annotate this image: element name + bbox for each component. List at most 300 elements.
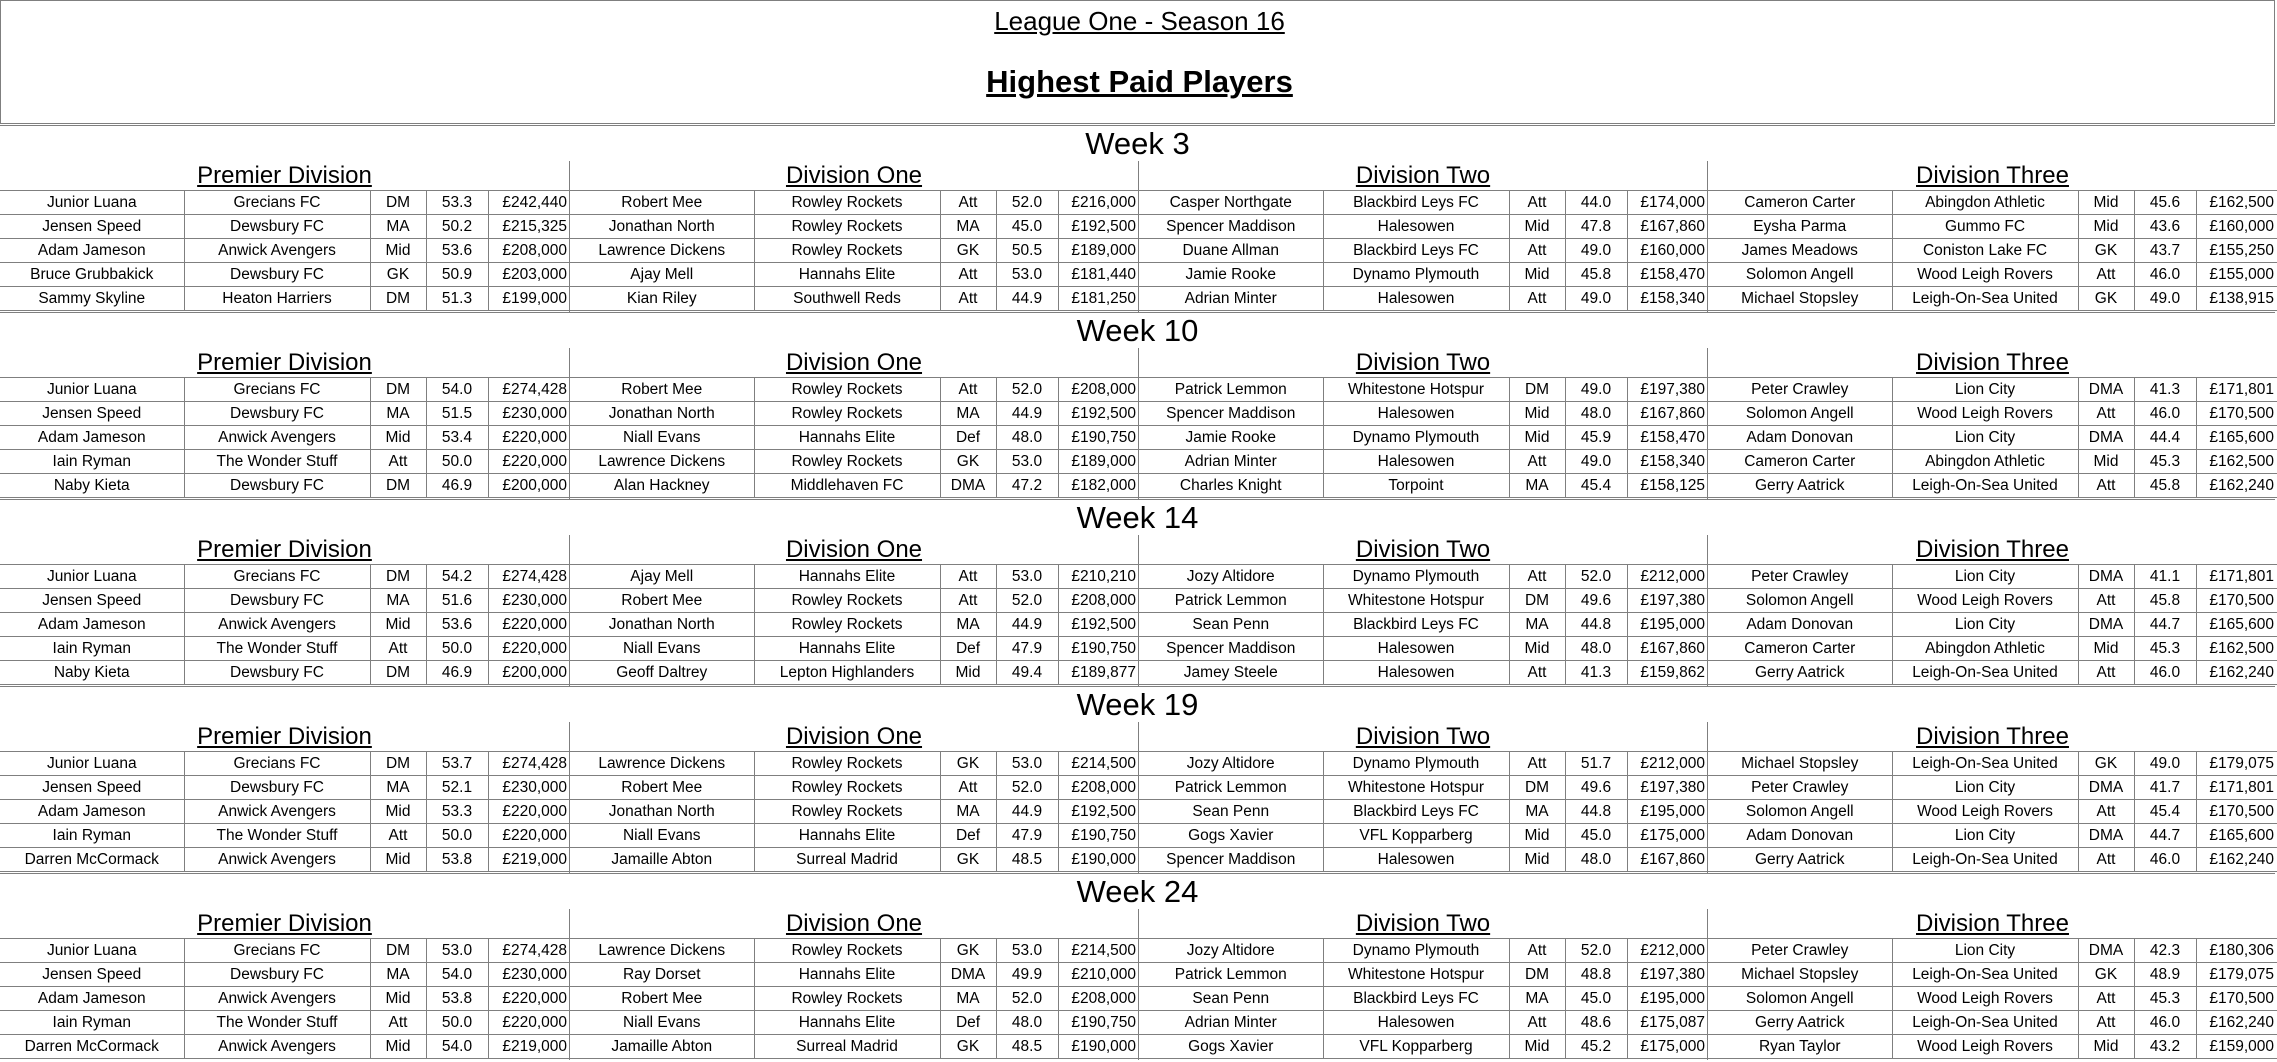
wage-cell[interactable]: £200,000: [488, 661, 570, 685]
position-cell[interactable]: GK: [370, 263, 426, 287]
club-name-cell[interactable]: Blackbird Leys FC: [1323, 800, 1509, 824]
club-name-cell[interactable]: Dewsbury FC: [184, 215, 370, 239]
rating-cell[interactable]: 41.3: [2134, 378, 2196, 402]
player-name-cell[interactable]: Michael Stopsley: [1708, 287, 1892, 311]
position-cell[interactable]: Att: [2078, 987, 2134, 1011]
rating-cell[interactable]: 53.0: [996, 752, 1058, 776]
rating-cell[interactable]: 46.0: [2134, 661, 2196, 685]
club-name-cell[interactable]: Whitestone Hotspur: [1323, 589, 1509, 613]
player-name-cell[interactable]: Niall Evans: [570, 824, 754, 848]
player-name-cell[interactable]: James Meadows: [1708, 239, 1892, 263]
position-cell[interactable]: Mid: [940, 661, 996, 685]
player-name-cell[interactable]: Cameron Carter: [1708, 191, 1892, 215]
wage-cell[interactable]: £230,000: [488, 776, 570, 800]
rating-cell[interactable]: 52.0: [996, 191, 1058, 215]
club-name-cell[interactable]: Gummo FC: [1892, 215, 2078, 239]
wage-cell[interactable]: £220,000: [488, 987, 570, 1011]
position-cell[interactable]: GK: [940, 239, 996, 263]
rating-cell[interactable]: 44.0: [1565, 191, 1627, 215]
position-cell[interactable]: Att: [1509, 1011, 1565, 1035]
position-cell[interactable]: Mid: [1509, 426, 1565, 450]
club-name-cell[interactable]: VFL Kopparberg: [1323, 824, 1509, 848]
rating-cell[interactable]: 45.8: [2134, 474, 2196, 498]
rating-cell[interactable]: 45.0: [1565, 824, 1627, 848]
position-cell[interactable]: Mid: [1509, 402, 1565, 426]
club-name-cell[interactable]: Hannahs Elite: [754, 637, 940, 661]
club-name-cell[interactable]: Blackbird Leys FC: [1323, 987, 1509, 1011]
position-cell[interactable]: Def: [940, 637, 996, 661]
wage-cell[interactable]: £162,240: [2196, 474, 2277, 498]
rating-cell[interactable]: 49.0: [1565, 378, 1627, 402]
club-name-cell[interactable]: Blackbird Leys FC: [1323, 239, 1509, 263]
rating-cell[interactable]: 44.8: [1565, 613, 1627, 637]
player-name-cell[interactable]: Adrian Minter: [1139, 450, 1323, 474]
wage-cell[interactable]: £274,428: [488, 378, 570, 402]
club-name-cell[interactable]: Hannahs Elite: [754, 1011, 940, 1035]
position-cell[interactable]: Att: [940, 565, 996, 589]
player-name-cell[interactable]: Spencer Maddison: [1139, 402, 1323, 426]
wage-cell[interactable]: £162,500: [2196, 637, 2277, 661]
wage-cell[interactable]: £155,250: [2196, 239, 2277, 263]
player-name-cell[interactable]: Robert Mee: [570, 191, 754, 215]
position-cell[interactable]: DM: [370, 378, 426, 402]
wage-cell[interactable]: £192,500: [1058, 613, 1139, 637]
club-name-cell[interactable]: Wood Leigh Rovers: [1892, 800, 2078, 824]
club-name-cell[interactable]: Lion City: [1892, 613, 2078, 637]
club-name-cell[interactable]: Whitestone Hotspur: [1323, 776, 1509, 800]
club-name-cell[interactable]: Halesowen: [1323, 848, 1509, 872]
position-cell[interactable]: Mid: [1509, 637, 1565, 661]
club-name-cell[interactable]: Halesowen: [1323, 287, 1509, 311]
club-name-cell[interactable]: Hannahs Elite: [754, 263, 940, 287]
wage-cell[interactable]: £170,500: [2196, 589, 2277, 613]
club-name-cell[interactable]: Grecians FC: [184, 752, 370, 776]
club-name-cell[interactable]: Leigh-On-Sea United: [1892, 848, 2078, 872]
player-name-cell[interactable]: Adam Jameson: [0, 800, 184, 824]
club-name-cell[interactable]: Coniston Lake FC: [1892, 239, 2078, 263]
wage-cell[interactable]: £158,470: [1627, 426, 1708, 450]
position-cell[interactable]: Mid: [1509, 263, 1565, 287]
club-name-cell[interactable]: Wood Leigh Rovers: [1892, 263, 2078, 287]
position-cell[interactable]: GK: [2078, 963, 2134, 987]
position-cell[interactable]: Att: [370, 637, 426, 661]
position-cell[interactable]: Att: [940, 263, 996, 287]
player-name-cell[interactable]: Junior Luana: [0, 191, 184, 215]
rating-cell[interactable]: 53.3: [426, 800, 488, 824]
player-name-cell[interactable]: Peter Crawley: [1708, 776, 1892, 800]
rating-cell[interactable]: 51.3: [426, 287, 488, 311]
wage-cell[interactable]: £175,000: [1627, 1035, 1708, 1059]
player-name-cell[interactable]: Jonathan North: [570, 402, 754, 426]
wage-cell[interactable]: £220,000: [488, 637, 570, 661]
player-name-cell[interactable]: Naby Kieta: [0, 474, 184, 498]
position-cell[interactable]: MA: [370, 402, 426, 426]
player-name-cell[interactable]: Adam Donovan: [1708, 824, 1892, 848]
position-cell[interactable]: GK: [2078, 239, 2134, 263]
rating-cell[interactable]: 53.6: [426, 239, 488, 263]
player-name-cell[interactable]: Jensen Speed: [0, 589, 184, 613]
position-cell[interactable]: Mid: [1509, 824, 1565, 848]
rating-cell[interactable]: 49.0: [1565, 287, 1627, 311]
player-name-cell[interactable]: Adam Jameson: [0, 239, 184, 263]
rating-cell[interactable]: 44.7: [2134, 613, 2196, 637]
rating-cell[interactable]: 48.0: [1565, 637, 1627, 661]
player-name-cell[interactable]: Solomon Angell: [1708, 987, 1892, 1011]
wage-cell[interactable]: £181,440: [1058, 263, 1139, 287]
rating-cell[interactable]: 48.0: [1565, 848, 1627, 872]
wage-cell[interactable]: £212,000: [1627, 565, 1708, 589]
player-name-cell[interactable]: Jonathan North: [570, 215, 754, 239]
wage-cell[interactable]: £190,750: [1058, 824, 1139, 848]
club-name-cell[interactable]: Rowley Rockets: [754, 613, 940, 637]
rating-cell[interactable]: 44.9: [996, 402, 1058, 426]
player-name-cell[interactable]: Adam Jameson: [0, 426, 184, 450]
position-cell[interactable]: MA: [370, 589, 426, 613]
rating-cell[interactable]: 54.0: [426, 963, 488, 987]
wage-cell[interactable]: £195,000: [1627, 987, 1708, 1011]
player-name-cell[interactable]: Duane Allman: [1139, 239, 1323, 263]
rating-cell[interactable]: 47.2: [996, 474, 1058, 498]
position-cell[interactable]: Att: [1509, 661, 1565, 685]
player-name-cell[interactable]: Ajay Mell: [570, 565, 754, 589]
wage-cell[interactable]: £171,801: [2196, 565, 2277, 589]
club-name-cell[interactable]: Dewsbury FC: [184, 963, 370, 987]
player-name-cell[interactable]: Gerry Aatrick: [1708, 661, 1892, 685]
club-name-cell[interactable]: Lion City: [1892, 776, 2078, 800]
rating-cell[interactable]: 51.7: [1565, 752, 1627, 776]
position-cell[interactable]: Att: [370, 450, 426, 474]
rating-cell[interactable]: 49.4: [996, 661, 1058, 685]
rating-cell[interactable]: 48.5: [996, 1035, 1058, 1059]
rating-cell[interactable]: 49.0: [1565, 239, 1627, 263]
rating-cell[interactable]: 46.9: [426, 474, 488, 498]
rating-cell[interactable]: 52.0: [1565, 939, 1627, 963]
player-name-cell[interactable]: Patrick Lemmon: [1139, 963, 1323, 987]
rating-cell[interactable]: 44.7: [2134, 824, 2196, 848]
position-cell[interactable]: MA: [940, 402, 996, 426]
rating-cell[interactable]: 53.0: [996, 939, 1058, 963]
club-name-cell[interactable]: The Wonder Stuff: [184, 637, 370, 661]
position-cell[interactable]: DMA: [2078, 939, 2134, 963]
player-name-cell[interactable]: Patrick Lemmon: [1139, 776, 1323, 800]
position-cell[interactable]: GK: [940, 939, 996, 963]
wage-cell[interactable]: £219,000: [488, 1035, 570, 1059]
rating-cell[interactable]: 45.8: [2134, 589, 2196, 613]
club-name-cell[interactable]: Wood Leigh Rovers: [1892, 589, 2078, 613]
club-name-cell[interactable]: Rowley Rockets: [754, 939, 940, 963]
club-name-cell[interactable]: Southwell Reds: [754, 287, 940, 311]
rating-cell[interactable]: 48.5: [996, 848, 1058, 872]
club-name-cell[interactable]: Leigh-On-Sea United: [1892, 1011, 2078, 1035]
position-cell[interactable]: MA: [940, 613, 996, 637]
player-name-cell[interactable]: Peter Crawley: [1708, 378, 1892, 402]
wage-cell[interactable]: £190,000: [1058, 848, 1139, 872]
rating-cell[interactable]: 48.0: [996, 426, 1058, 450]
wage-cell[interactable]: £167,860: [1627, 637, 1708, 661]
club-name-cell[interactable]: Lepton Highlanders: [754, 661, 940, 685]
rating-cell[interactable]: 51.5: [426, 402, 488, 426]
wage-cell[interactable]: £160,000: [1627, 239, 1708, 263]
wage-cell[interactable]: £162,500: [2196, 450, 2277, 474]
rating-cell[interactable]: 45.8: [1565, 263, 1627, 287]
club-name-cell[interactable]: Halesowen: [1323, 1011, 1509, 1035]
player-name-cell[interactable]: Adrian Minter: [1139, 287, 1323, 311]
club-name-cell[interactable]: Blackbird Leys FC: [1323, 613, 1509, 637]
club-name-cell[interactable]: Anwick Avengers: [184, 1035, 370, 1059]
player-name-cell[interactable]: Jozy Altidore: [1139, 939, 1323, 963]
player-name-cell[interactable]: Lawrence Dickens: [570, 939, 754, 963]
player-name-cell[interactable]: Casper Northgate: [1139, 191, 1323, 215]
club-name-cell[interactable]: Lion City: [1892, 426, 2078, 450]
position-cell[interactable]: MA: [370, 776, 426, 800]
player-name-cell[interactable]: Solomon Angell: [1708, 263, 1892, 287]
position-cell[interactable]: DMA: [2078, 824, 2134, 848]
wage-cell[interactable]: £208,000: [1058, 776, 1139, 800]
position-cell[interactable]: GK: [2078, 752, 2134, 776]
club-name-cell[interactable]: Abingdon Athletic: [1892, 450, 2078, 474]
wage-cell[interactable]: £208,000: [1058, 589, 1139, 613]
position-cell[interactable]: DMA: [2078, 565, 2134, 589]
rating-cell[interactable]: 51.6: [426, 589, 488, 613]
wage-cell[interactable]: £190,750: [1058, 1011, 1139, 1035]
player-name-cell[interactable]: Sammy Skyline: [0, 287, 184, 311]
rating-cell[interactable]: 53.0: [996, 263, 1058, 287]
player-name-cell[interactable]: Iain Ryman: [0, 824, 184, 848]
player-name-cell[interactable]: Niall Evans: [570, 1011, 754, 1035]
wage-cell[interactable]: £189,877: [1058, 661, 1139, 685]
wage-cell[interactable]: £214,500: [1058, 752, 1139, 776]
wage-cell[interactable]: £138,915: [2196, 287, 2277, 311]
wage-cell[interactable]: £192,500: [1058, 800, 1139, 824]
player-name-cell[interactable]: Robert Mee: [570, 987, 754, 1011]
rating-cell[interactable]: 45.0: [1565, 987, 1627, 1011]
wage-cell[interactable]: £220,000: [488, 824, 570, 848]
rating-cell[interactable]: 52.0: [996, 987, 1058, 1011]
player-name-cell[interactable]: Alan Hackney: [570, 474, 754, 498]
player-name-cell[interactable]: Iain Ryman: [0, 637, 184, 661]
position-cell[interactable]: DMA: [2078, 378, 2134, 402]
rating-cell[interactable]: 46.0: [2134, 263, 2196, 287]
position-cell[interactable]: MA: [940, 215, 996, 239]
position-cell[interactable]: Att: [1509, 191, 1565, 215]
player-name-cell[interactable]: Adam Jameson: [0, 987, 184, 1011]
wage-cell[interactable]: £175,000: [1627, 824, 1708, 848]
player-name-cell[interactable]: Spencer Maddison: [1139, 848, 1323, 872]
position-cell[interactable]: DM: [370, 191, 426, 215]
position-cell[interactable]: Mid: [2078, 1035, 2134, 1059]
wage-cell[interactable]: £220,000: [488, 426, 570, 450]
player-name-cell[interactable]: Sean Penn: [1139, 613, 1323, 637]
player-name-cell[interactable]: Jamie Rooke: [1139, 426, 1323, 450]
position-cell[interactable]: Mid: [370, 239, 426, 263]
player-name-cell[interactable]: Bruce Grubbakick: [0, 263, 184, 287]
position-cell[interactable]: MA: [1509, 474, 1565, 498]
position-cell[interactable]: Att: [2078, 589, 2134, 613]
player-name-cell[interactable]: Sean Penn: [1139, 800, 1323, 824]
club-name-cell[interactable]: Grecians FC: [184, 191, 370, 215]
club-name-cell[interactable]: Lion City: [1892, 824, 2078, 848]
position-cell[interactable]: GK: [940, 1035, 996, 1059]
wage-cell[interactable]: £197,380: [1627, 776, 1708, 800]
club-name-cell[interactable]: Grecians FC: [184, 939, 370, 963]
wage-cell[interactable]: £170,500: [2196, 800, 2277, 824]
position-cell[interactable]: Att: [940, 191, 996, 215]
position-cell[interactable]: Att: [2078, 661, 2134, 685]
rating-cell[interactable]: 45.0: [996, 215, 1058, 239]
rating-cell[interactable]: 52.0: [996, 378, 1058, 402]
rating-cell[interactable]: 43.7: [2134, 239, 2196, 263]
wage-cell[interactable]: £160,000: [2196, 215, 2277, 239]
player-name-cell[interactable]: Gerry Aatrick: [1708, 474, 1892, 498]
position-cell[interactable]: Att: [2078, 474, 2134, 498]
wage-cell[interactable]: £215,325: [488, 215, 570, 239]
wage-cell[interactable]: £212,000: [1627, 939, 1708, 963]
player-name-cell[interactable]: Jozy Altidore: [1139, 565, 1323, 589]
club-name-cell[interactable]: Rowley Rockets: [754, 378, 940, 402]
wage-cell[interactable]: £190,750: [1058, 637, 1139, 661]
rating-cell[interactable]: 53.0: [426, 939, 488, 963]
wage-cell[interactable]: £170,500: [2196, 987, 2277, 1011]
club-name-cell[interactable]: Blackbird Leys FC: [1323, 191, 1509, 215]
club-name-cell[interactable]: The Wonder Stuff: [184, 824, 370, 848]
player-name-cell[interactable]: Darren McCormack: [0, 848, 184, 872]
club-name-cell[interactable]: Torpoint: [1323, 474, 1509, 498]
position-cell[interactable]: Mid: [2078, 215, 2134, 239]
club-name-cell[interactable]: Leigh-On-Sea United: [1892, 752, 2078, 776]
position-cell[interactable]: MA: [370, 963, 426, 987]
player-name-cell[interactable]: Adam Donovan: [1708, 426, 1892, 450]
rating-cell[interactable]: 52.1: [426, 776, 488, 800]
rating-cell[interactable]: 45.6: [2134, 191, 2196, 215]
rating-cell[interactable]: 53.7: [426, 752, 488, 776]
rating-cell[interactable]: 44.4: [2134, 426, 2196, 450]
position-cell[interactable]: Mid: [2078, 450, 2134, 474]
position-cell[interactable]: Att: [1509, 287, 1565, 311]
rating-cell[interactable]: 52.0: [996, 589, 1058, 613]
player-name-cell[interactable]: Jamie Rooke: [1139, 263, 1323, 287]
rating-cell[interactable]: 44.8: [1565, 800, 1627, 824]
club-name-cell[interactable]: Rowley Rockets: [754, 239, 940, 263]
club-name-cell[interactable]: Halesowen: [1323, 637, 1509, 661]
club-name-cell[interactable]: VFL Kopparberg: [1323, 1035, 1509, 1059]
player-name-cell[interactable]: Jensen Speed: [0, 963, 184, 987]
player-name-cell[interactable]: Ryan Taylor: [1708, 1035, 1892, 1059]
wage-cell[interactable]: £203,000: [488, 263, 570, 287]
wage-cell[interactable]: £192,500: [1058, 215, 1139, 239]
position-cell[interactable]: Att: [1509, 450, 1565, 474]
player-name-cell[interactable]: Adam Donovan: [1708, 613, 1892, 637]
player-name-cell[interactable]: Solomon Angell: [1708, 800, 1892, 824]
rating-cell[interactable]: 47.9: [996, 824, 1058, 848]
player-name-cell[interactable]: Spencer Maddison: [1139, 637, 1323, 661]
club-name-cell[interactable]: Anwick Avengers: [184, 613, 370, 637]
rating-cell[interactable]: 43.6: [2134, 215, 2196, 239]
club-name-cell[interactable]: Rowley Rockets: [754, 800, 940, 824]
club-name-cell[interactable]: Anwick Avengers: [184, 800, 370, 824]
player-name-cell[interactable]: Jonathan North: [570, 800, 754, 824]
wage-cell[interactable]: £208,000: [1058, 987, 1139, 1011]
club-name-cell[interactable]: Hannahs Elite: [754, 824, 940, 848]
rating-cell[interactable]: 50.0: [426, 450, 488, 474]
rating-cell[interactable]: 41.1: [2134, 565, 2196, 589]
wage-cell[interactable]: £199,000: [488, 287, 570, 311]
position-cell[interactable]: DMA: [2078, 776, 2134, 800]
rating-cell[interactable]: 45.3: [2134, 637, 2196, 661]
club-name-cell[interactable]: Halesowen: [1323, 215, 1509, 239]
position-cell[interactable]: GK: [940, 848, 996, 872]
position-cell[interactable]: DMA: [940, 474, 996, 498]
club-name-cell[interactable]: Lion City: [1892, 565, 2078, 589]
rating-cell[interactable]: 48.8: [1565, 963, 1627, 987]
club-name-cell[interactable]: Dewsbury FC: [184, 263, 370, 287]
rating-cell[interactable]: 45.2: [1565, 1035, 1627, 1059]
club-name-cell[interactable]: Rowley Rockets: [754, 589, 940, 613]
wage-cell[interactable]: £159,862: [1627, 661, 1708, 685]
rating-cell[interactable]: 43.2: [2134, 1035, 2196, 1059]
rating-cell[interactable]: 53.0: [996, 565, 1058, 589]
position-cell[interactable]: Att: [1509, 565, 1565, 589]
wage-cell[interactable]: £181,250: [1058, 287, 1139, 311]
player-name-cell[interactable]: Junior Luana: [0, 752, 184, 776]
club-name-cell[interactable]: Dynamo Plymouth: [1323, 565, 1509, 589]
position-cell[interactable]: DMA: [940, 963, 996, 987]
rating-cell[interactable]: 46.0: [2134, 402, 2196, 426]
club-name-cell[interactable]: Anwick Avengers: [184, 426, 370, 450]
wage-cell[interactable]: £214,500: [1058, 939, 1139, 963]
player-name-cell[interactable]: Robert Mee: [570, 589, 754, 613]
wage-cell[interactable]: £274,428: [488, 939, 570, 963]
position-cell[interactable]: Att: [1509, 939, 1565, 963]
wage-cell[interactable]: £158,125: [1627, 474, 1708, 498]
rating-cell[interactable]: 46.0: [2134, 1011, 2196, 1035]
wage-cell[interactable]: £195,000: [1627, 800, 1708, 824]
rating-cell[interactable]: 50.5: [996, 239, 1058, 263]
wage-cell[interactable]: £159,000: [2196, 1035, 2277, 1059]
player-name-cell[interactable]: Lawrence Dickens: [570, 752, 754, 776]
club-name-cell[interactable]: Rowley Rockets: [754, 987, 940, 1011]
wage-cell[interactable]: £155,000: [2196, 263, 2277, 287]
player-name-cell[interactable]: Peter Crawley: [1708, 939, 1892, 963]
wage-cell[interactable]: £242,440: [488, 191, 570, 215]
player-name-cell[interactable]: Ajay Mell: [570, 263, 754, 287]
wage-cell[interactable]: £192,500: [1058, 402, 1139, 426]
wage-cell[interactable]: £165,600: [2196, 426, 2277, 450]
wage-cell[interactable]: £170,500: [2196, 402, 2277, 426]
wage-cell[interactable]: £230,000: [488, 963, 570, 987]
rating-cell[interactable]: 50.9: [426, 263, 488, 287]
rating-cell[interactable]: 45.4: [2134, 800, 2196, 824]
wage-cell[interactable]: £189,000: [1058, 450, 1139, 474]
club-name-cell[interactable]: Rowley Rockets: [754, 402, 940, 426]
club-name-cell[interactable]: Abingdon Athletic: [1892, 637, 2078, 661]
player-name-cell[interactable]: Robert Mee: [570, 776, 754, 800]
club-name-cell[interactable]: Rowley Rockets: [754, 215, 940, 239]
position-cell[interactable]: Att: [2078, 1011, 2134, 1035]
player-name-cell[interactable]: Gerry Aatrick: [1708, 1011, 1892, 1035]
wage-cell[interactable]: £158,340: [1627, 287, 1708, 311]
position-cell[interactable]: Mid: [1509, 1035, 1565, 1059]
club-name-cell[interactable]: Halesowen: [1323, 450, 1509, 474]
rating-cell[interactable]: 47.8: [1565, 215, 1627, 239]
club-name-cell[interactable]: Anwick Avengers: [184, 239, 370, 263]
player-name-cell[interactable]: Geoff Daltrey: [570, 661, 754, 685]
rating-cell[interactable]: 52.0: [1565, 565, 1627, 589]
position-cell[interactable]: Att: [940, 589, 996, 613]
position-cell[interactable]: Att: [2078, 402, 2134, 426]
position-cell[interactable]: Def: [940, 426, 996, 450]
position-cell[interactable]: MA: [1509, 800, 1565, 824]
wage-cell[interactable]: £200,000: [488, 474, 570, 498]
